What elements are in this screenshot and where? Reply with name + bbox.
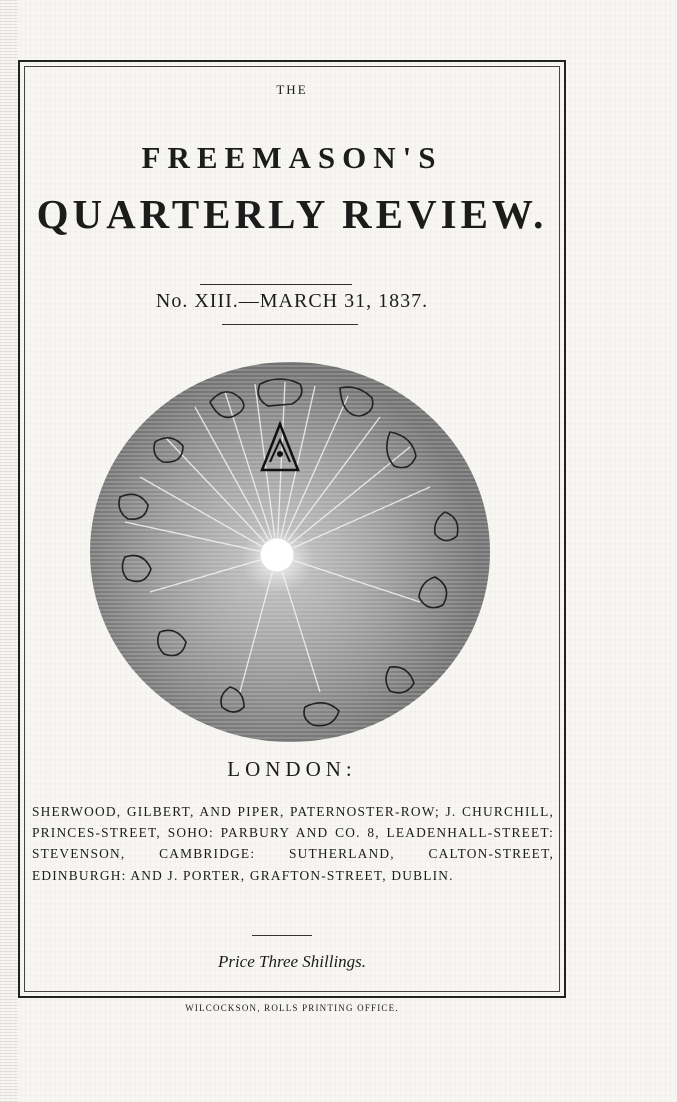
price-text: Price Three Shillings. bbox=[217, 952, 367, 971]
zodiac-emblem-icon bbox=[90, 362, 490, 742]
publication-city: LONDON: bbox=[227, 757, 357, 781]
cover-title-line1: FREEMASON'S bbox=[141, 140, 443, 175]
cover-title-line2: QUARTERLY REVIEW. bbox=[36, 191, 548, 237]
issue-rule-top bbox=[200, 284, 352, 285]
price-rule bbox=[252, 935, 312, 936]
publishers-list: SHERWOOD, GILBERT, AND PIPER, PATERNOSTER-ROW; J. CHURCHILL, PRINCES-STREET, SOHO: PARBURY AND CO. 8, LEADENHALL-STREET: STEVENSON, CAMBRIDGE: SUTHERLAND, CALTON-STREET, EDINBURGH: AND J. PORTER, GRAFTON-STREET, DUBLIN. bbox=[32, 804, 554, 883]
printer-imprint: WILCOCKSON, ROLLS PRINTING OFFICE. bbox=[185, 1003, 399, 1013]
scan-edge-strip bbox=[0, 0, 18, 1102]
cover-pretitle: THE bbox=[276, 82, 308, 97]
sun-icon bbox=[260, 538, 294, 572]
issue-number: No. XIII.—MARCH 31, 1837. bbox=[155, 290, 429, 312]
issue-rule-bottom bbox=[222, 324, 358, 325]
